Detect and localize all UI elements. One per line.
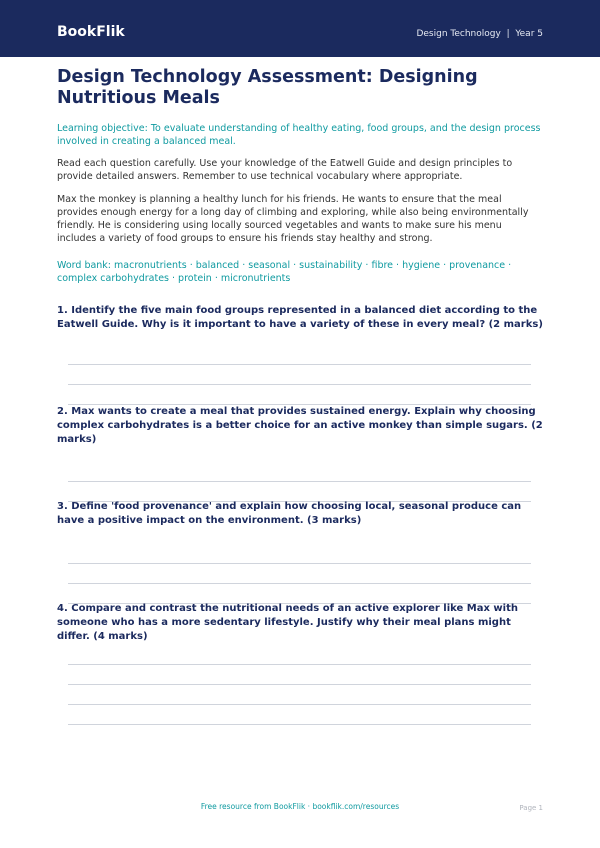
- answer-line[interactable]: [68, 481, 531, 482]
- answer-line[interactable]: [68, 724, 531, 725]
- page-title: Design Technology Assessment: Designing Nutritious Meals: [57, 67, 478, 108]
- header-meta: [416, 28, 543, 40]
- scenario-text: Max the monkey is planning a healthy lunch for his friends. He wants to ensure that the meal provides enough energy for a long day of climbing and exploring, while also being environmentally friendly. He is considering using locally sourced vegetables and wants to make sure his menu includes a variety of food groups to ensure his friends stay healthy and strong.: [57, 194, 529, 244]
- learning-objective: Learning objective: To evaluate understanding of healthy eating, food groups, and the design process involved in creating a balanced meal.: [57, 123, 541, 147]
- answer-line[interactable]: [68, 684, 531, 685]
- word-bank: Word bank: macronutrients · balanced · seasonal · sustainability · fibre · hygiene · provenance · complex carbohydrates · protein · micronutrients: [57, 260, 512, 284]
- page-number: Page 1: [519, 804, 543, 812]
- header-bar: [0, 0, 600, 57]
- header-separator: |: [506, 29, 510, 39]
- question-1: 1. Identify the five main food groups represented in a balanced diet according to the Eatwell Guide. Why is it important to have a variety of these in every meal? (2 marks): [57, 305, 543, 330]
- brand-logo: BookFlik: [57, 24, 125, 40]
- instructions: Read each question carefully. Use your knowledge of the Eatwell Guide and design principles to provide detailed answers. Remember to use technical vocabulary where appropriate.: [57, 158, 513, 182]
- answer-line[interactable]: [68, 384, 531, 385]
- question-3: 3. Define 'food provenance' and explain how choosing local, seasonal produce can have a positive impact on the environment. (3 marks): [57, 501, 522, 526]
- footer-link[interactable]: Free resource from BookFlik · bookflik.com/resources: [200, 802, 400, 811]
- answer-line[interactable]: [68, 364, 531, 365]
- year-label: Year 5: [515, 29, 543, 39]
- answer-line[interactable]: [68, 583, 531, 584]
- answer-line[interactable]: [68, 563, 531, 564]
- question-4: 4. Compare and contrast the nutritional needs of an active explorer like Max with someone who has a more sedentary lifestyle. Justify why their meal plans might differ. (4 marks): [57, 603, 518, 642]
- question-2: 2. Max wants to create a meal that provides sustained energy. Explain why choosing complex carbohydrates is a better choice for an active monkey than simple sugars. (2 marks): [57, 406, 543, 445]
- answer-line[interactable]: [68, 704, 531, 705]
- answer-line[interactable]: [68, 664, 531, 665]
- subject-label: Design Technology: [416, 29, 501, 39]
